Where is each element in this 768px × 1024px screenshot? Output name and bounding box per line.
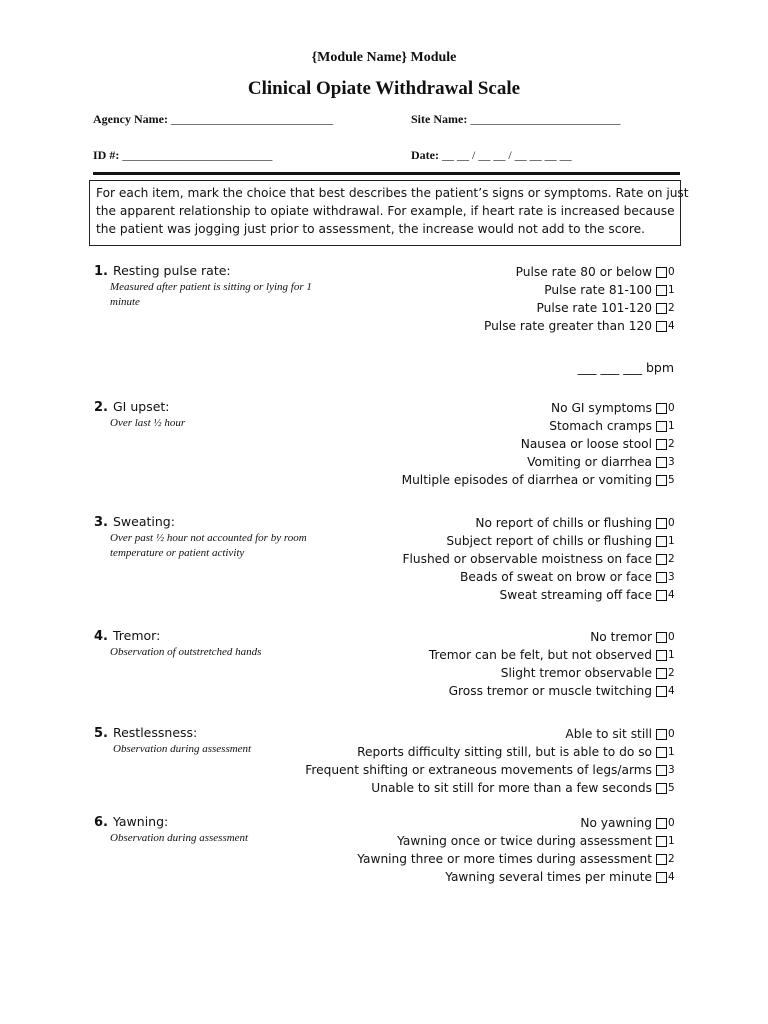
option-score: 5: [668, 474, 675, 486]
id-field[interactable]: [93, 148, 272, 163]
option-row[interactable]: [484, 317, 676, 335]
option-label: Yawning three or more times during assessment: [357, 852, 652, 866]
option-score: 4: [668, 685, 675, 697]
item-title: GI upset:: [112, 399, 170, 414]
item-gi-upset: [94, 399, 676, 487]
instructions-line: For each item, mark the choice that best describes the patient’s signs or symptoms. Rate on just: [96, 186, 689, 200]
item-subtitle: Over last ½ hour: [110, 417, 186, 429]
option-score: 2: [668, 553, 675, 565]
site-name-label: Site Name:: [411, 112, 468, 126]
item-yawning: [94, 814, 676, 884]
option-row[interactable]: [429, 646, 676, 664]
option-score: 3: [668, 764, 675, 776]
checkbox[interactable]: [656, 729, 667, 740]
checkbox[interactable]: [656, 403, 667, 414]
item-subtitle: Observation during assessment: [113, 743, 252, 755]
option-row[interactable]: [402, 399, 676, 417]
option-label: Reports difficulty sitting still, but is able to do so: [357, 745, 652, 759]
option-row[interactable]: [484, 281, 676, 299]
option-row[interactable]: [402, 532, 676, 550]
option-row[interactable]: [402, 568, 676, 586]
checkbox[interactable]: [656, 303, 667, 314]
item-number: 5.: [94, 726, 108, 741]
option-score: 3: [668, 571, 675, 583]
checkbox[interactable]: [656, 267, 667, 278]
option-label: Stomach cramps: [549, 419, 652, 433]
option-row[interactable]: [402, 435, 676, 453]
item-subtitle: Observation of outstretched hands: [110, 646, 262, 658]
option-row[interactable]: [305, 725, 676, 743]
option-score: 1: [668, 835, 675, 847]
agency-name-label: Agency Name:: [93, 112, 168, 126]
checkbox[interactable]: [656, 854, 667, 865]
instructions-box: [89, 180, 689, 246]
option-row[interactable]: [429, 682, 676, 700]
item-subtitle: Over past ½ hour not accounted for by room temperature or patient activity: [110, 532, 307, 559]
option-score: 4: [668, 320, 675, 332]
checkbox[interactable]: [656, 457, 667, 468]
item-title: Yawning:: [112, 814, 169, 829]
option-list: [305, 725, 676, 797]
option-row[interactable]: [305, 743, 676, 761]
checkbox[interactable]: [656, 872, 667, 883]
item-restlessness: [94, 725, 676, 795]
option-score: 0: [668, 728, 675, 740]
instructions-line: the apparent relationship to opiate withdrawal. For example, if heart rate is increased because: [96, 204, 675, 218]
option-row[interactable]: [402, 471, 676, 489]
checkbox[interactable]: [656, 518, 667, 529]
checkbox[interactable]: [656, 321, 667, 332]
option-row[interactable]: [484, 263, 676, 281]
item-number: 4.: [94, 629, 108, 644]
checkbox[interactable]: [656, 650, 667, 661]
option-label: Frequent shifting or extraneous movements of legs/arms: [305, 763, 652, 777]
option-score: 1: [668, 420, 675, 432]
option-score: 4: [668, 871, 675, 883]
option-label: Sweat streaming off face: [499, 588, 652, 602]
option-label: Subject report of chills or flushing: [446, 534, 652, 548]
checkbox[interactable]: [656, 590, 667, 601]
item-title: Restlessness:: [112, 725, 198, 740]
option-row[interactable]: [305, 779, 676, 797]
option-label: Flushed or observable moistness on face: [402, 552, 652, 566]
option-label: No GI symptoms: [551, 401, 652, 415]
agency-name-field[interactable]: [93, 112, 333, 127]
module-name: {Module Name} Module: [311, 50, 457, 65]
id-label: ID #:: [93, 148, 120, 162]
checkbox[interactable]: [656, 632, 667, 643]
option-list: [484, 263, 676, 335]
checkbox[interactable]: [656, 686, 667, 697]
option-label: Beads of sweat on brow or face: [460, 570, 652, 584]
option-label: No yawning: [580, 816, 652, 830]
option-row[interactable]: [402, 453, 676, 471]
checkbox[interactable]: [656, 572, 667, 583]
option-row[interactable]: [357, 868, 676, 886]
item-subtitle: Measured after patient is sitting or lying for 1 minute: [110, 281, 312, 308]
option-label: Nausea or loose stool: [520, 437, 652, 451]
agency-name-blank[interactable]: ___________________________: [170, 112, 333, 126]
option-score: 5: [668, 782, 675, 794]
checkbox[interactable]: [656, 554, 667, 565]
option-label: Tremor can be felt, but not observed: [428, 648, 652, 662]
checkbox[interactable]: [656, 536, 667, 547]
checkbox[interactable]: [656, 818, 667, 829]
option-label: Pulse rate 80 or below: [515, 265, 652, 279]
option-score: 2: [668, 438, 675, 450]
option-list: [429, 628, 676, 700]
header-divider: [93, 172, 680, 175]
option-score: 0: [668, 402, 675, 414]
option-score: 0: [668, 817, 675, 829]
option-label: Able to sit still: [565, 727, 652, 741]
option-label: No report of chills or flushing: [475, 516, 652, 530]
option-row[interactable]: [429, 664, 676, 682]
option-score: 1: [668, 649, 675, 661]
date-label: Date:: [411, 148, 439, 162]
option-row[interactable]: [484, 299, 676, 317]
option-label: Pulse rate 101-120: [536, 301, 652, 315]
option-score: 0: [668, 266, 675, 278]
checkbox[interactable]: [656, 285, 667, 296]
option-row[interactable]: [402, 586, 676, 604]
instructions-line: the patient was jogging just prior to assessment, the increase would not add to the score.: [96, 222, 646, 236]
date-field[interactable]: [411, 148, 572, 163]
option-row[interactable]: [402, 417, 676, 435]
item-number: 1.: [94, 264, 108, 279]
option-label: Yawning once or twice during assessment: [397, 834, 652, 848]
option-score: 1: [668, 535, 675, 547]
option-label: Yawning several times per minute: [445, 870, 652, 884]
option-label: Slight tremor observable: [500, 666, 652, 680]
option-row[interactable]: [357, 814, 676, 832]
date-blank[interactable]: __ __ / __ __ / __ __ __ __: [441, 148, 572, 162]
option-row[interactable]: [357, 850, 676, 868]
option-score: 0: [668, 517, 675, 529]
option-label: Unable to sit still for more than a few seconds: [371, 781, 652, 795]
option-score: 2: [668, 667, 675, 679]
option-list: [357, 814, 676, 886]
option-score: 4: [668, 589, 675, 601]
checkbox[interactable]: [656, 836, 667, 847]
site-name-blank[interactable]: _________________________: [470, 112, 621, 126]
option-row[interactable]: [429, 628, 676, 646]
bpm-field[interactable]: ___ ___ ___ bpm: [577, 360, 674, 375]
id-blank[interactable]: _________________________: [122, 148, 273, 162]
option-label: No tremor: [590, 630, 652, 644]
item-sweating: [94, 514, 676, 602]
option-label: Pulse rate greater than 120: [483, 319, 652, 333]
item-number: 6.: [94, 815, 108, 830]
option-list: [402, 399, 676, 489]
option-score: 1: [668, 746, 675, 758]
option-label: Multiple episodes of diarrhea or vomiting: [401, 473, 652, 487]
item-number: 3.: [94, 515, 108, 530]
option-score: 0: [668, 631, 675, 643]
option-row[interactable]: [402, 550, 676, 568]
checkbox[interactable]: [656, 765, 667, 776]
option-row[interactable]: [305, 761, 676, 779]
option-label: Pulse rate 81-100: [544, 283, 652, 297]
checkbox[interactable]: [656, 668, 667, 679]
option-row[interactable]: [402, 514, 676, 532]
item-title: Resting pulse rate:: [112, 263, 231, 278]
option-score: 2: [668, 853, 675, 865]
page-title: Clinical Opiate Withdrawal Scale: [247, 78, 521, 99]
item-subtitle: Observation during assessment: [110, 832, 249, 844]
checkbox[interactable]: [656, 421, 667, 432]
item-tremor: [94, 628, 676, 698]
checkbox[interactable]: [656, 747, 667, 758]
option-list: [402, 514, 676, 604]
option-row[interactable]: [357, 832, 676, 850]
option-label: Gross tremor or muscle twitching: [448, 684, 652, 698]
checkbox[interactable]: [656, 439, 667, 450]
option-score: 3: [668, 456, 675, 468]
checkbox[interactable]: [656, 783, 667, 794]
item-number: 2.: [94, 400, 108, 415]
option-score: 1: [668, 284, 675, 296]
item-title: Sweating:: [112, 514, 175, 529]
option-score: 2: [668, 302, 675, 314]
item-resting-pulse: [94, 263, 676, 333]
site-name-field[interactable]: [411, 112, 620, 127]
option-label: Vomiting or diarrhea: [527, 455, 652, 469]
checkbox[interactable]: [656, 475, 667, 486]
item-title: Tremor:: [112, 628, 161, 643]
